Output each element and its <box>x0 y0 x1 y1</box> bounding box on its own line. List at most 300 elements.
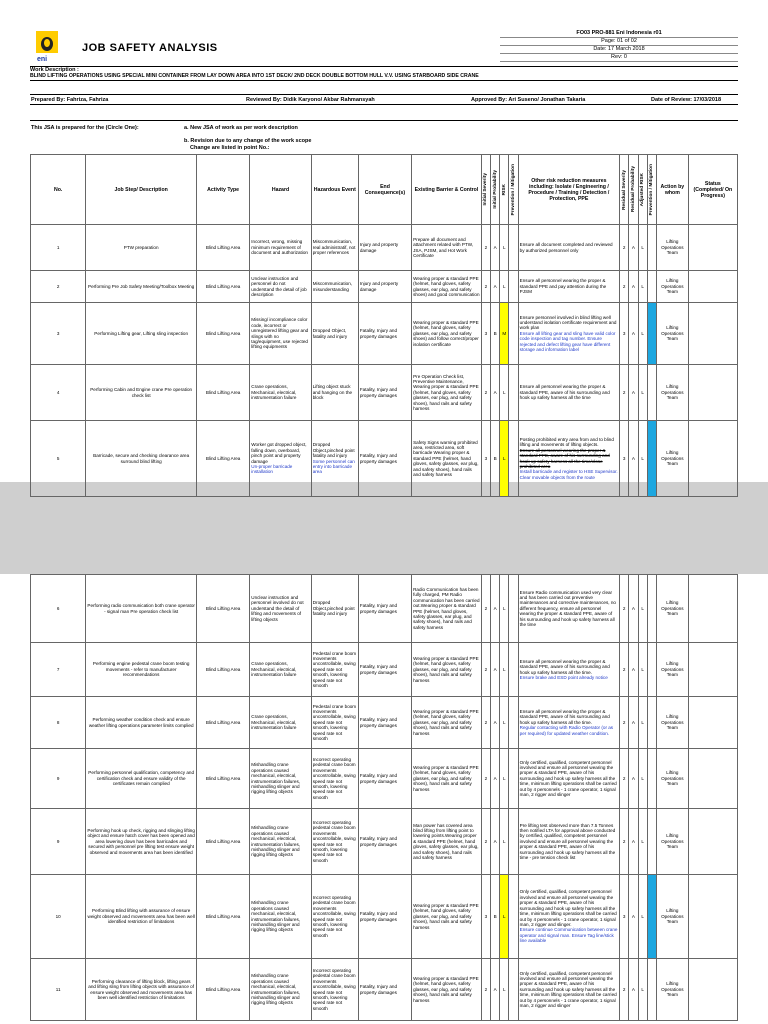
row-event <box>311 697 358 749</box>
other-text: Only certified, qualified, competent personnel involved and ensure all personnel wearing the proper & standard PPE, aware of his surrounding and hook up safety harness all the time, minimum lifting operations shall be carried out by 4 personnels - 1 crane operator, 1 signal man, 2 rigger and slinger <box>519 970 617 1009</box>
row-prevention <box>509 365 518 421</box>
row-event <box>311 303 358 365</box>
row-initial-severity: 2 <box>481 575 490 643</box>
row-event <box>311 271 358 303</box>
other-text: Pre lifting test observed more than 7.5 Tonnes then notified LTA for approval above conducted by certified, qualified, competent personnel involved and ensure all personnel wearing the proper & standard PPE, aware of his surrounding and hook up safety harness all the time - pre tension check list <box>519 822 616 861</box>
col-no: No. <box>31 155 86 225</box>
row-activity: Blind Lifting Area <box>196 271 249 303</box>
row-no: 4 <box>31 365 86 421</box>
row-other-measures <box>518 225 619 271</box>
row-residual-severity: 2 <box>620 749 629 809</box>
row-other-measures <box>518 575 619 643</box>
row-initial-probability: A <box>491 643 500 697</box>
page-1 <box>0 0 768 482</box>
row-hazard <box>250 697 311 749</box>
logo-text: eni <box>37 56 48 63</box>
col-status: Status (Completed/ On Progress) <box>688 155 737 225</box>
row-other-measures <box>518 643 619 697</box>
row-event <box>311 809 358 875</box>
row-residual-probability: A <box>629 225 638 271</box>
row-residual-probability: A <box>629 365 638 421</box>
row-initial-severity: 2 <box>481 225 490 271</box>
doc-date: Date: 17 March 2018 <box>500 46 738 54</box>
page-number: Page: 01 of 02 <box>500 38 738 46</box>
row-step: Performing Lifting gear, Lifting sling inspection <box>86 303 197 365</box>
col-other-measures: Other risk reduction measures including: Isolate / Engineering / Procedure / Training / Detection / Protection, PPE <box>518 155 619 225</box>
row-risk: L <box>500 749 509 809</box>
table-row <box>31 697 738 749</box>
row-prevention <box>509 225 518 271</box>
col-consequence: End Consequence(s) <box>358 155 411 225</box>
other-text: Ensure all personnel wearing the proper & standard PPE, aware of his surrounding and hook up safety harness all the time <box>519 384 610 401</box>
row-prevention-2 <box>647 365 656 421</box>
hazard-text: Mishandling crane operations caused mechanical, electrical, instrumentation failures, mishandling slinger and rigging lifting objects <box>251 825 301 858</box>
row-activity: Blind Lifting Area <box>196 809 249 875</box>
row-step: Performing radio communication both crane operator - signal man Pre operation check list <box>86 575 197 643</box>
other-text: Ensure all personnel wearing the proper & standard PPE and pay attention during the PJSM <box>519 278 607 295</box>
table-row <box>31 421 738 497</box>
row-prevention <box>509 959 518 1021</box>
row-status <box>688 749 737 809</box>
row-residual-probability: A <box>629 959 638 1021</box>
row-prevention <box>509 575 518 643</box>
row-step: Performing Cabin and Engine crane Pre operation check list <box>86 365 197 421</box>
row-initial-probability: A <box>491 809 500 875</box>
col-residual-probability: Residual Probability <box>630 166 636 213</box>
row-residual-severity: 2 <box>620 643 629 697</box>
row-hazard <box>250 809 311 875</box>
work-description: BLIND LIFTING OPERATIONS USING SPECIAL MINI CONTAINER FROM LAY DOWN AREA INTO 1ST DECK/ 2ND DECK DOUBLE BOTTOM HULL V.V. USING STARBOARD SIDE CRANE <box>30 73 479 79</box>
hazard-text: Incorrect, wrong, missing minimum requirement of document and authorization <box>251 239 308 256</box>
row-hazard <box>250 303 311 365</box>
row-status <box>688 575 737 643</box>
event-text: Incorrect operating pedestal crane boom movements uncontrollable, swing speed rate not smooth, lowering speed rate not smooth <box>312 756 356 800</box>
row-hazard <box>250 959 311 1021</box>
row-adjusted-risk: L <box>638 365 647 421</box>
event-text: Incorrect operating pedestal crane boom movements uncontrollable, swing speed rate not smooth, lowering speed rate not smooth <box>312 819 356 863</box>
row-step: Performing weather condition check and ensure weather lifting operations parameter limits complied <box>86 697 197 749</box>
row-event <box>311 959 358 1021</box>
row-event <box>311 421 358 497</box>
row-barrier: Wearing proper & standard PPE (helmet, hand gloves, safety glasses, ear plug, and safety shoes) and good communication <box>412 271 482 303</box>
row-consequence: Fatality, Injury and property damages <box>358 575 411 643</box>
row-action: Lifting Operations Team <box>656 225 688 271</box>
row-initial-severity: 2 <box>481 643 490 697</box>
reviewed-by: Reviewed By: Didik Karyono/ Akbar Rahmansyah <box>246 97 375 103</box>
event-text: Dropped Object, fatality and injury <box>312 328 348 339</box>
row-hazard <box>250 875 311 959</box>
row-other-measures <box>518 303 619 365</box>
hazard-text: Crane operations, Mechanical, electrical, instrumentation failure <box>251 661 297 678</box>
row-initial-probability: B <box>491 875 500 959</box>
row-no: 2 <box>31 271 86 303</box>
row-initial-severity: 2 <box>481 365 490 421</box>
event-text: Dropped Object,pinched point fatality and injury <box>312 600 355 617</box>
row-initial-probability: A <box>491 365 500 421</box>
row-consequence: Injury and property damage <box>358 271 411 303</box>
other-note: Ensure brake and ESD point already notice <box>519 674 608 680</box>
other-text: Ensure Radio communication used very clear and has been carried out preventive maintenances and corrective maintenances, no different frequency, ensure all personnel wearing the proper & standard PPE, aware of his surrounding and hook up safety harness all the time <box>519 589 616 628</box>
row-initial-severity: 3 <box>481 421 490 497</box>
row-prevention <box>509 271 518 303</box>
row-action: Lifting Operations Team <box>656 959 688 1021</box>
hazard-text: Crane operations, Mechanical, electrical, instrumentation failure <box>251 384 297 401</box>
row-event <box>311 225 358 271</box>
row-action: Lifting Operations Team <box>656 303 688 365</box>
row-barrier: Wearing proper & standard PPE (helmet, hand gloves, safety glasses, ear plug, and safety shoes), hand rails and safety harness <box>412 749 482 809</box>
event-text: Miscommunication, real administratif, not proper references <box>312 239 356 256</box>
row-action: Lifting Operations Team <box>656 271 688 303</box>
row-hazard <box>250 643 311 697</box>
row-residual-severity: 3 <box>620 875 629 959</box>
row-activity: Blind Lifting Area <box>196 749 249 809</box>
row-prevention <box>509 697 518 749</box>
row-prevention-2 <box>647 875 656 959</box>
jsa-table-page-1 <box>30 154 738 497</box>
hazard-text: Mishandling crane operations caused mechanical, electrical, instrumentation failures, mishandling slinger and rigging lifting objects <box>251 900 301 933</box>
row-no: 11 <box>31 959 86 1021</box>
row-status <box>688 271 737 303</box>
row-risk: L <box>500 421 509 497</box>
row-residual-severity: 2 <box>620 697 629 749</box>
row-other-measures <box>518 271 619 303</box>
option-new-jsa: a. New JSA of work as per work description <box>184 125 298 131</box>
row-consequence: Injury and property damage <box>358 225 411 271</box>
row-prevention <box>509 875 518 959</box>
hazard-text: Mishandling crane operations caused mechanical, electrical, instrumentation failures, mishandling slinger and rigging lifting objects <box>251 762 301 795</box>
row-action: Lifting Operations Team <box>656 365 688 421</box>
other-text: Ensure personnel involved in blind lifting well understand isolation certificate requirement and work plan <box>519 314 617 331</box>
date-of-review: Date of Review: 17/03/2018 <box>651 97 722 103</box>
row-adjusted-risk: L <box>638 225 647 271</box>
row-consequence: Fatality, Injury and property damages <box>358 959 411 1021</box>
row-status <box>688 809 737 875</box>
row-activity: Blind Lifting Area <box>196 875 249 959</box>
event-note: Some personnel can entry into barricade area <box>312 458 355 475</box>
event-text: Incorrect operating pedestal crane boom movements uncontrollable, swing speed rate not smooth, lowering speed rate not smooth <box>312 967 356 1011</box>
hazard-text: Crane operations, Mechanical, electrical, instrumentation failure <box>251 714 297 731</box>
row-initial-severity: 2 <box>481 271 490 303</box>
row-prevention-2 <box>647 421 656 497</box>
col-action: Action by whom <box>656 155 688 225</box>
row-risk: L <box>500 643 509 697</box>
row-hazard <box>250 271 311 303</box>
row-adjusted-risk: L <box>638 959 647 1021</box>
table-row <box>31 959 738 1021</box>
row-residual-severity: 2 <box>620 365 629 421</box>
row-other-measures <box>518 809 619 875</box>
table-header-row <box>31 155 738 225</box>
event-text: Miscommunication, misunderstanding <box>312 281 353 292</box>
col-event: Hazardous Event <box>311 155 358 225</box>
row-consequence: Fatality, Injury and property damages <box>358 697 411 749</box>
row-other-measures <box>518 365 619 421</box>
row-adjusted-risk: L <box>638 809 647 875</box>
row-other-measures <box>518 749 619 809</box>
row-barrier: Wearing proper & standard PPE (helmet, hand gloves, safety glasses, ear plug, and safety shoes), hand rails and safety harness <box>412 875 482 959</box>
col-residual-severity: Residual Severity <box>621 169 627 210</box>
other-note: Install barricade and register to HSE Supervisor. Clear movable objects from the route <box>519 469 618 480</box>
row-step: Performing personnel qualification, competency and certification check and ensure validity of the certificates remain complied <box>86 749 197 809</box>
row-consequence: Fatality, Injury and property damages <box>358 875 411 959</box>
other-note: Ensure all lifting gear and sling have valid color code inspection and tag number. Ensure rejected and defect lifting gear have different storage and information label <box>519 330 616 353</box>
row-step: Performing Pre Job Safety Meeting/Toolbox Meeting <box>86 271 197 303</box>
row-adjusted-risk: L <box>638 271 647 303</box>
col-step: Job Step/ Description <box>86 155 197 225</box>
row-hazard <box>250 575 311 643</box>
table-row <box>31 365 738 421</box>
jsa-table-page-2 <box>30 574 738 1021</box>
row-risk: L <box>500 959 509 1021</box>
col-initial-probability: Initial Probability <box>492 170 498 209</box>
row-risk: L <box>500 225 509 271</box>
row-risk: L <box>500 365 509 421</box>
row-action: Lifting Operations Team <box>656 809 688 875</box>
row-adjusted-risk: L <box>638 421 647 497</box>
row-residual-probability: A <box>629 809 638 875</box>
event-text: Incorrect operating pedestal crane boom movements uncontrollable, swing speed rate not smooth, lowering speed rate not smooth <box>312 894 356 938</box>
circle-label: This JSA is prepared for the (Circle One): <box>31 125 139 131</box>
row-residual-probability: A <box>629 575 638 643</box>
row-residual-severity: 2 <box>620 271 629 303</box>
row-risk: L <box>500 271 509 303</box>
table-row <box>31 303 738 365</box>
row-no: 7 <box>31 643 86 697</box>
work-description-label: Work Description : <box>30 67 79 73</box>
row-prevention-2 <box>647 697 656 749</box>
row-hazard <box>250 749 311 809</box>
row-barrier: Wearing proper & standard PPE (helmet, hand gloves, safety glasses, ear plug, and safety shoes), hand rails and safety harness <box>412 959 482 1021</box>
row-prevention-2 <box>647 643 656 697</box>
row-status <box>688 365 737 421</box>
other-text: Ensure all personnel wearing the proper & standard PPE, aware of his surrounding and hook up safety harness all the time. <box>519 658 610 675</box>
row-residual-severity: 2 <box>620 809 629 875</box>
row-step: PTW preparation <box>86 225 197 271</box>
hazard-text: Mishandling crane operations caused mechanical, electrical, instrumentation failures, mishandling slinger and rigging lifting objects <box>251 973 301 1006</box>
row-hazard <box>250 421 311 497</box>
row-barrier: Wearing proper & standard PPE (helmet, hand gloves, safety glasses, ear plug, and safety shoes), hand rails and safety harness <box>412 643 482 697</box>
row-step: Performing clearance of lifting block, lifting gears and lifting sling from lifting objects with assurance of ensure weight observed and movements area has been well identified restriction of limitations <box>86 959 197 1021</box>
row-initial-severity: 2 <box>481 959 490 1021</box>
row-risk: L <box>500 575 509 643</box>
row-no: 5 <box>31 421 86 497</box>
doc-number: FO03 PRO-881 Eni Indonesia r01 <box>500 30 738 38</box>
row-residual-probability: A <box>629 749 638 809</box>
row-activity: Blind Lifting Area <box>196 421 249 497</box>
row-activity: Blind Lifting Area <box>196 643 249 697</box>
row-prevention-2 <box>647 303 656 365</box>
row-barrier: Prepare all document and attachment related with PTW, JSA, PJSM, and Hot Work Certificate <box>412 225 482 271</box>
row-adjusted-risk: L <box>638 643 647 697</box>
row-consequence: Fatality, Injury and property damages <box>358 749 411 809</box>
row-no: 9 <box>31 749 86 809</box>
row-hazard <box>250 365 311 421</box>
row-residual-severity: 2 <box>620 575 629 643</box>
row-prevention <box>509 749 518 809</box>
row-action: Lifting Operations Team <box>656 575 688 643</box>
other-text: Posting prohibited entry area from and to blind lifting and movements of lifting objects. <box>519 436 614 448</box>
table-row <box>31 749 738 809</box>
row-no: 8 <box>31 697 86 749</box>
other-text: Ensure all personnel wearing the proper & standard PPE, aware of his surrounding and hook up safety harness all the time. <box>519 708 610 725</box>
row-residual-probability: A <box>629 697 638 749</box>
row-initial-severity: 2 <box>481 749 490 809</box>
hazard-note: Un-proper barricade installation <box>251 463 293 475</box>
row-prevention <box>509 809 518 875</box>
row-no: 9 <box>31 809 86 875</box>
row-action: Lifting Operations Team <box>656 697 688 749</box>
row-status <box>688 303 737 365</box>
col-prevention: Prevention / Mitigation <box>511 163 517 216</box>
row-risk: L <box>500 697 509 749</box>
row-adjusted-risk: L <box>638 749 647 809</box>
table-row <box>31 271 738 303</box>
event-text: Dropped Object,pinched point fatality and injury <box>312 442 355 459</box>
row-prevention-2 <box>647 271 656 303</box>
row-event <box>311 643 358 697</box>
document-info <box>500 30 738 62</box>
row-event <box>311 575 358 643</box>
row-other-measures <box>518 697 619 749</box>
row-adjusted-risk: L <box>638 875 647 959</box>
other-text: Only certified, qualified, competent personnel involved and ensure all personnel wearing the proper & standard PPE, aware of his surrounding and hook up safety harness all the time, minimum lifting operations shall be carried out by 4 personnels - 1 crane operator, 1 signal man, 2 rigger and slinger. <box>519 889 617 927</box>
row-residual-probability: A <box>629 271 638 303</box>
col-prevention-2: Prevention / Mitigation <box>649 163 655 216</box>
row-initial-probability: B <box>491 303 500 365</box>
other-note: Ensure continue Communication between crane operator and signal man. Ensure Tag line/stick line available <box>519 927 618 944</box>
row-step: Barricade, secure and checking clearance area surround blind lifting <box>86 421 197 497</box>
row-step: Performing hook up check, rigging and slinging lifting object and ensure hatch cover has been opened and area lowering down has been barricades and secured with personnel pre lifting test ensure weight observed and movements area has been identified <box>86 809 197 875</box>
row-status <box>688 959 737 1021</box>
row-action: Lifting Operations Team <box>656 643 688 697</box>
row-consequence: Fatality, Injury and property damages <box>358 303 411 365</box>
table-row <box>31 809 738 875</box>
row-status <box>688 225 737 271</box>
row-residual-probability: A <box>629 303 638 365</box>
hazard-text: Unclear instruction and personnel involved do not understand the detail of lifting and movements of lifting objects <box>251 594 304 622</box>
row-initial-probability: A <box>491 749 500 809</box>
row-other-measures <box>518 959 619 1021</box>
row-barrier: Wearing proper & standard PPE (helmet, hand gloves, safety glasses, ear plug, and safety shoes) and follow correct/proper isolation certificate <box>412 303 482 365</box>
event-text: Lifting object stuck and hanging on the block <box>312 384 353 401</box>
row-barrier: Radio Communication has been fully charged, PM Radio communication has been carried out.Wearing proper & standard PPE (helmet, hand gloves, safety glasses, ear plug, and safety shoes), hand rails and safety harness <box>412 575 482 643</box>
row-adjusted-risk: L <box>638 697 647 749</box>
option-revision-points: Change are listed in point No.: <box>190 145 270 151</box>
row-residual-probability: A <box>629 875 638 959</box>
row-activity: Blind Lifting Area <box>196 365 249 421</box>
row-no: 1 <box>31 225 86 271</box>
option-revision: b. Revision due to any change of the work scope <box>184 138 312 144</box>
row-activity: Blind Lifting Area <box>196 697 249 749</box>
row-initial-severity: 3 <box>481 875 490 959</box>
table-row <box>31 225 738 271</box>
hazard-text: Missing/ incompliance color code, incorrect or unregistered lifting gear and slings with no tag/equipment, use rejected lifting equipments <box>251 317 309 350</box>
row-event <box>311 749 358 809</box>
other-struck: Ensure all personnel wearing the proper & standard PPE, aware of his surrounding and hook up safety harness all the time/close prohibited area <box>519 447 610 469</box>
row-other-measures <box>518 421 619 497</box>
row-prevention-2 <box>647 809 656 875</box>
event-text: Pedestal crane boom movements uncontrollable, swing speed rate not smooth, lowering speed rate not smooth <box>312 703 357 742</box>
row-barrier: Pre Operation Check list, Preventive Maintenance, Wearing proper & standard PPE (helmet, hand gloves, safety glasses, ear plug, and safety shoes), hand rails and safety harness <box>412 365 482 421</box>
row-risk: M <box>500 303 509 365</box>
row-risk: L <box>500 875 509 959</box>
row-residual-severity: 2 <box>620 959 629 1021</box>
row-step: Performing engine pedestal crane boom testing movements - refer to manufacturer recommendations <box>86 643 197 697</box>
row-residual-probability: A <box>629 643 638 697</box>
page-title: JOB SAFETY ANALYSIS <box>82 42 218 54</box>
row-initial-probability: A <box>491 271 500 303</box>
row-consequence: Fatality, Injury and property damages <box>358 365 411 421</box>
row-status <box>688 875 737 959</box>
row-event <box>311 875 358 959</box>
table-row <box>31 575 738 643</box>
row-activity: Blind Lifting Area <box>196 303 249 365</box>
row-activity: Blind Lifting Area <box>196 959 249 1021</box>
col-activity: Activity Type <box>196 155 249 225</box>
col-initial-severity: Initial Severity <box>483 173 489 206</box>
row-risk: L <box>500 809 509 875</box>
row-initial-severity: 2 <box>481 697 490 749</box>
row-no: 10 <box>31 875 86 959</box>
row-barrier: Wearing proper & standard PPE (helmet, hand gloves, safety glasses, ear plug, and safety shoes), hand rails and safety harness <box>412 697 482 749</box>
row-activity: Blind Lifting Area <box>196 575 249 643</box>
row-consequence: Fatality, Injury and property damages <box>358 643 411 697</box>
row-status <box>688 697 737 749</box>
other-text: Only certified, qualified, competent personnel involved and ensure all personnel wearing the proper & standard PPE, aware of his surrounding and hook up safety harness all the time, minimum lifting operations shall be carried out by 4 personnels - 1 crane operator, 1 signal man, 2 rigger and slinger <box>519 759 617 798</box>
row-initial-probability: A <box>491 697 500 749</box>
row-barrier: Safety Signs warning prohibited area, restricted area, soft barricade Wearing proper & standard PPE (helmet, hand gloves, safety glasses, ear plug, and safety shoes), hand rails and safety harness <box>412 421 482 497</box>
row-barrier: Man power has covered area blind lifting from lifting point to lowering points.Wearing proper & standard PPE (helmet, hand gloves, safety glasses, ear plug, and safety shoes), hand rails and safety harness <box>412 809 482 875</box>
row-initial-probability: B <box>491 421 500 497</box>
row-residual-severity: 3 <box>620 303 629 365</box>
doc-revision: Rev: 0 <box>500 54 738 62</box>
row-initial-severity: 3 <box>481 303 490 365</box>
row-residual-severity: 2 <box>620 225 629 271</box>
page-2 <box>0 574 768 1024</box>
row-step: Performing Blind lifting with assurance of ensure weight observed and movements area has been well identified restriction of limitations <box>86 875 197 959</box>
table-row <box>31 875 738 959</box>
row-initial-severity: 2 <box>481 809 490 875</box>
row-status <box>688 421 737 497</box>
prepared-by: Prepared By: Fahriza, Fahriza <box>31 97 109 103</box>
row-residual-probability: A <box>629 421 638 497</box>
row-status <box>688 643 737 697</box>
approved-by: Approved By: Ari Suseno/ Jonathan Takaria <box>471 97 586 103</box>
row-consequence: Fatality, Injury and property damages <box>358 421 411 497</box>
col-barrier: Existing Barrier & Control <box>412 155 482 225</box>
row-other-measures <box>518 875 619 959</box>
row-initial-probability: A <box>491 575 500 643</box>
row-no: 3 <box>31 303 86 365</box>
other-text: Ensure all document completed and reviewed by authorized personnel only <box>519 242 613 253</box>
row-action: Lifting Operations Team <box>656 875 688 959</box>
other-note: Regular contacting with Radio Operator (or as per required) for updated weather condition. <box>519 725 614 736</box>
row-adjusted-risk: L <box>638 575 647 643</box>
hazard-text: Unclear instruction and personnel do not understand the detail of job description <box>251 275 307 297</box>
row-hazard <box>250 225 311 271</box>
col-hazard: Hazard <box>250 155 311 225</box>
row-event <box>311 365 358 421</box>
row-prevention-2 <box>647 749 656 809</box>
col-risk: RISK <box>501 183 507 196</box>
row-action: Lifting Operations Team <box>656 421 688 497</box>
row-initial-probability: A <box>491 225 500 271</box>
row-prevention <box>509 421 518 497</box>
table-row <box>31 643 738 697</box>
row-action: Lifting Operations Team <box>656 749 688 809</box>
row-prevention-2 <box>647 575 656 643</box>
event-text: Pedestal crane boom movements uncontrollable, swing speed rate not smooth, lowering speed rate not smooth <box>312 650 357 689</box>
